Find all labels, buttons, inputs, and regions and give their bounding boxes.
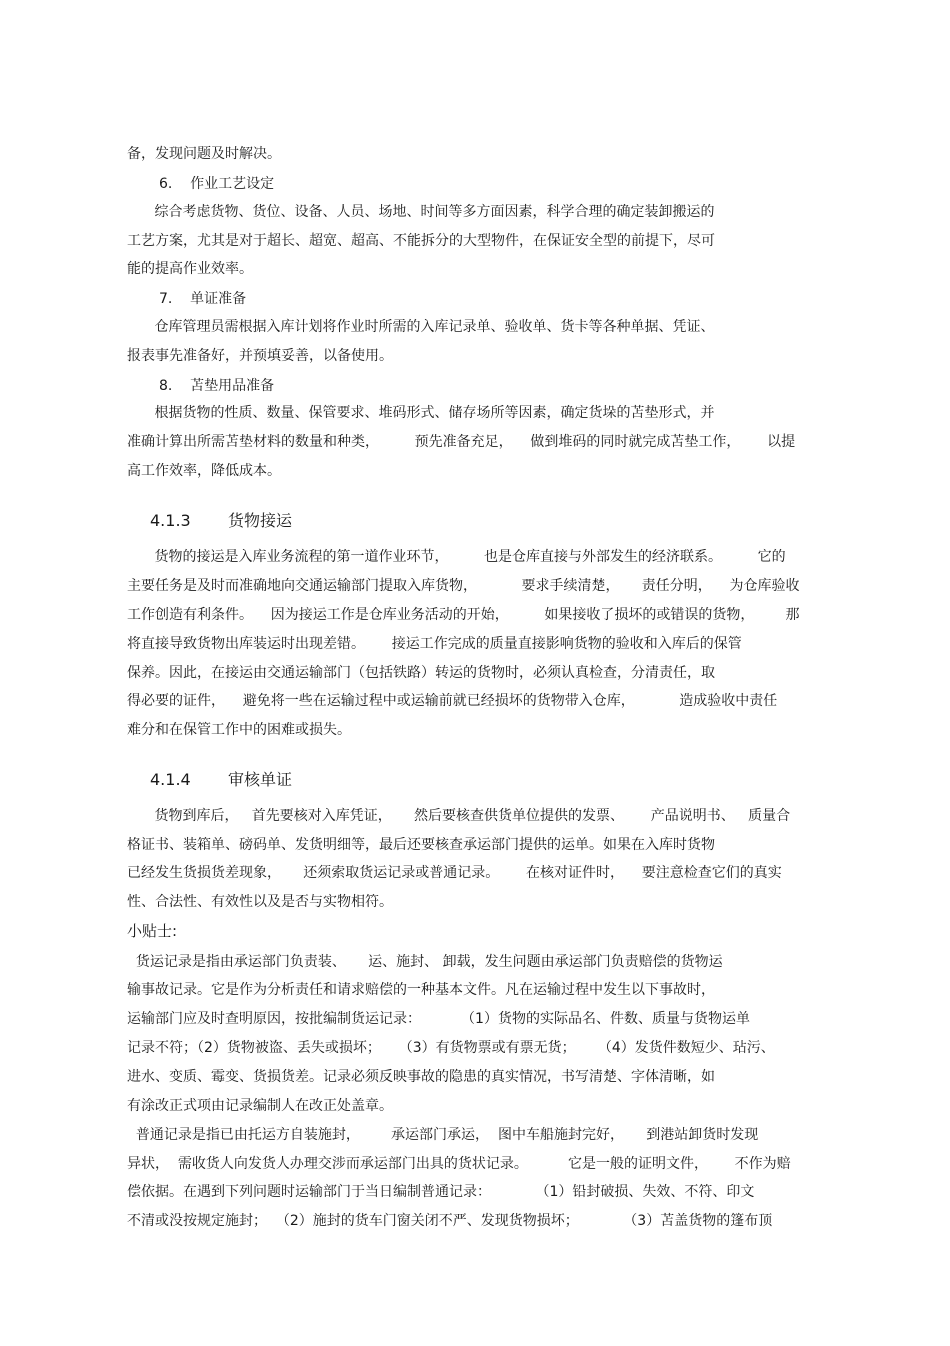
text-line: 性、合法性、有效性以及是否与实物相符。 [127, 894, 393, 910]
text-line: 综合考虑货物、货位、设备、人员、场地、时间等多方面因素，科学合理的确定装卸搬运的 [150, 204, 715, 220]
section-title: 审核单证 [228, 770, 293, 789]
text-line: 准确计算出所需苫垫材料的数量和种类， 预先准备充足， 做到堆码的同时就完成苫垫工作， 以提 [127, 434, 796, 450]
text-line: 货物到库后， 首先要核对入库凭证， 然后要核查供货单位提供的发票、 产品说明书、 质量合 [150, 808, 791, 824]
text-line: 将直接导致货物出库装运时出现差错。 接运工作完成的质量直接影响货物的验收和入库后的保管 [127, 636, 742, 652]
section-title: 货物接运 [228, 511, 293, 530]
section-number: 4.1.4 [150, 770, 191, 789]
text-line: 货运记录是指由承运部门负责装、 运、施封、 卸载，发生问题由承运部门负责赔偿的货物运 [127, 954, 723, 970]
text-line: 记录不符；（2）货物被盗、丢失或损坏； （3）有货物票或有票无货； （4）发货件数短少、玷污、 [127, 1040, 775, 1056]
text-line: 偿依据。在遇到下列问题时运输部门于当日编制普通记录： （1）铅封破损、失效、不符、印文 [127, 1184, 755, 1200]
text-line: 难分和在保管工作中的困难或损失。 [127, 722, 351, 738]
text-line: 保养。因此，在接运由交通运输部门（包括铁路）转运的货物时，必须认真检查，分清责任，取 [127, 665, 715, 681]
text-line: 根据货物的性质、数量、保管要求、堆码形式、储存场所等因素，确定货垛的苫垫形式，并 [150, 405, 715, 421]
text-line: 普通记录是指已由托运方自装施封， 承运部门承运， 图中车船施封完好， 到港站卸货时发现 [127, 1127, 759, 1143]
list-item-heading: 7. 单证准备 [159, 291, 247, 307]
text-line: 输事故记录。它是作为分析责任和请求赔偿的一种基本文件。凡在运输过程中发生以下事故时， [127, 982, 715, 998]
list-item-heading: 6. 作业工艺设定 [159, 176, 275, 192]
text-line: 能的提高作业效率。 [127, 261, 253, 277]
text-line: 格证书、装箱单、磅码单、发货明细等，最后还要核查承运部门提供的运单。如果在入库时货物 [127, 837, 715, 853]
text-line: 得必要的证件， 避免将一些在运输过程中或运输前就已经损坏的货物带入仓库， 造成验收中责任 [127, 693, 778, 709]
text-line: 货物的接运是入库业务流程的第一道作业环节， 也是仓库直接与外部发生的经济联系。 它的 [150, 549, 786, 565]
text-line: 高工作效率，降低成本。 [127, 463, 281, 479]
text-line: 工艺方案，尤其是对于超长、超宽、超高、不能拆分的大型物件，在保证安全型的前提下，尽可 [127, 233, 715, 249]
text-line: 工作创造有利条件。 因为接运工作是仓库业务活动的开始， 如果接收了损坏的或错误的货物， 那 [127, 607, 800, 623]
text-line: 有涂改正式项由记录编制人在改正处盖章。 [127, 1098, 393, 1114]
text-line: 仓库管理员需根据入库计划将作业时所需的入库记录单、验收单、货卡等各种单据、凭证、 [150, 319, 715, 335]
text-line: 报表事先准备好，并预填妥善，以备使用。 [127, 348, 393, 364]
text-line: 已经发生货损货差现象， 还须索取货运记录或普通记录。 在核对证件时， 要注意检查它们的真实 [127, 865, 782, 881]
text-line: 备，发现问题及时解决。 [127, 146, 281, 162]
text-line: 主要任务是及时而准确地向交通运输部门提取入库货物， 要求手续清楚， 责任分明， 为仓库验收 [127, 578, 800, 594]
text-line: 进水、变质、霉变、货损货差。记录必须反映事故的隐患的真实情况，书写清楚、字体清晰，如 [127, 1069, 715, 1085]
list-item-heading: 8. 苫垫用品准备 [159, 378, 275, 394]
tip-title: 小贴士: [127, 922, 178, 940]
section-number: 4.1.3 [150, 511, 191, 530]
text-line: 运输部门应及时查明原因，按批编制货运记录： （1）货物的实际品名、件数、质量与货物运单 [127, 1011, 750, 1027]
text-line: 异状， 需收货人向发货人办理交涉而承运部门出具的货状记录。 它是一般的证明文件， 不作为赔 [127, 1156, 791, 1172]
text-line: 不清或没按规定施封； （2）施封的货车门窗关闭不严、发现货物损坏； （3）苫盖货物的篷布顶 [127, 1213, 773, 1229]
